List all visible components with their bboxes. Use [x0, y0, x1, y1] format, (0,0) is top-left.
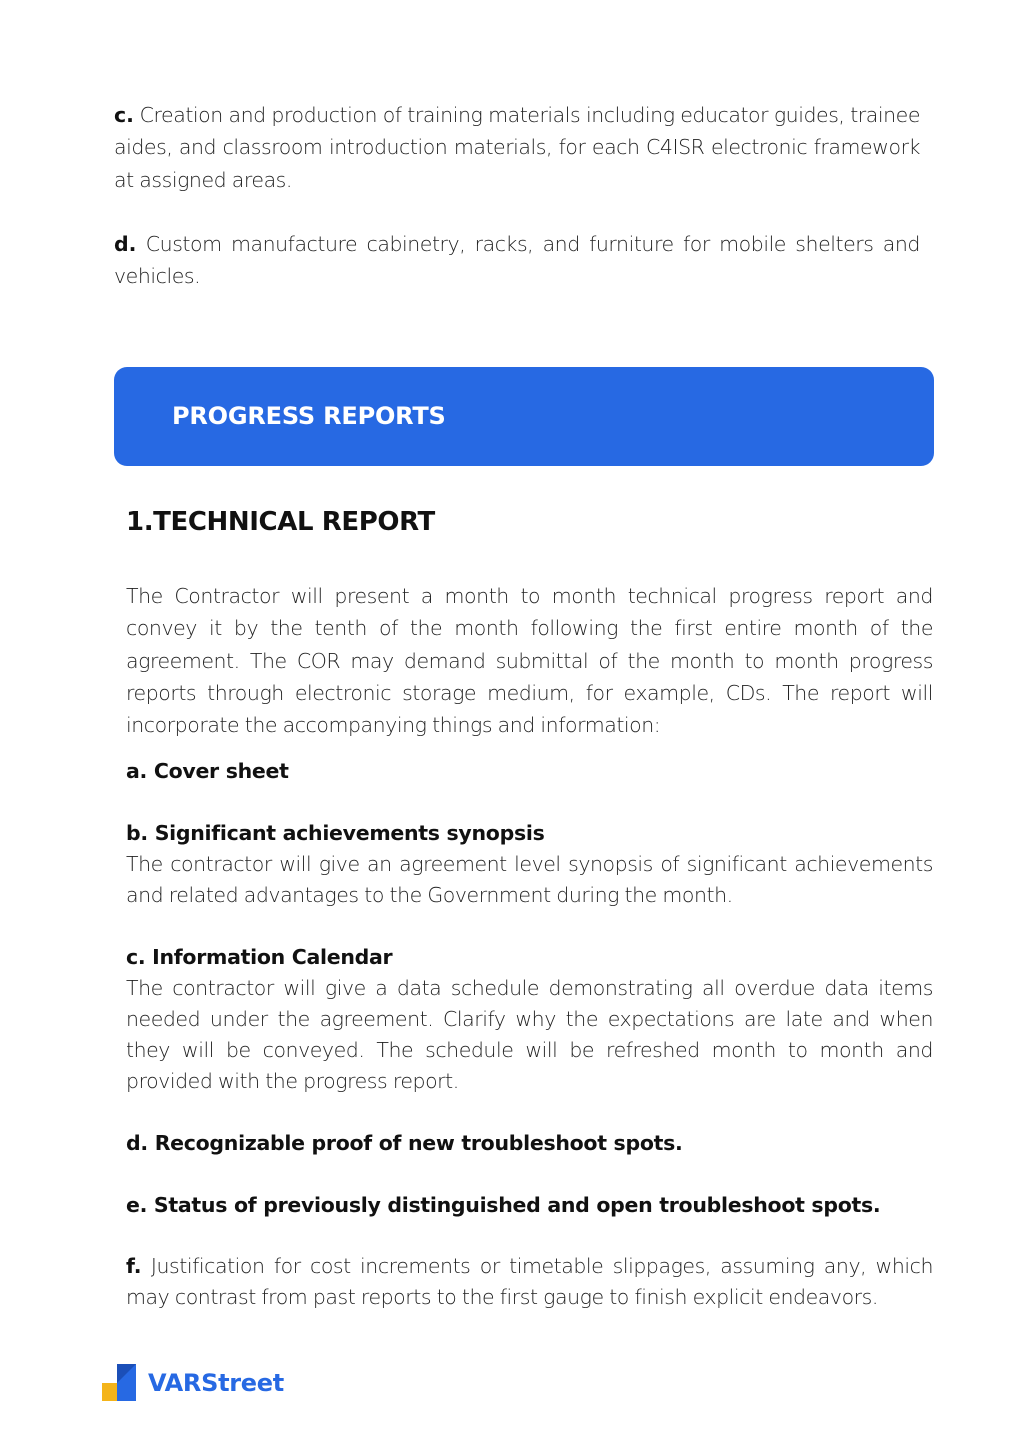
- item-a-title: a. Cover sheet: [126, 759, 289, 783]
- varstreet-logo: [102, 1364, 284, 1401]
- item-b-title: b. Significant achievements synopsis: [126, 821, 545, 845]
- item-f: [126, 1251, 933, 1313]
- intro-item-c: [114, 99, 920, 196]
- intro-item-d: [114, 228, 920, 293]
- progress-reports-banner: [114, 367, 934, 466]
- item-f-text: Justification for cost increments or timetable slippages, assuming any, which may contrast from past reports to the first gauge to finish explicit endeavors.: [126, 1254, 933, 1309]
- item-c-body: The contractor will give a data schedule demonstrating all overdue data items needed under the agreement. Clarify why the expectations are late and when they will be conveyed. The schedule will be refreshed month to month and provided with the progress report.: [126, 976, 933, 1093]
- logo-text: VARStreet: [148, 1368, 284, 1397]
- item-c-text: Creation and production of training materials including educator guides, trainee aides, and classroom introduction materials, for each C4ISR electronic framework at assigned areas.: [114, 103, 920, 192]
- item-d-lead: d.: [114, 232, 137, 256]
- item-b-body: The contractor will give an agreement level synopsis of significant achievements and related advantages to the Government during the month.: [126, 852, 933, 907]
- item-d-text: Custom manufacture cabinetry, racks, and furniture for mobile shelters and vehicles.: [114, 232, 920, 289]
- item-e-title: e. Status of previously distinguished and open troubleshoot spots.: [126, 1193, 881, 1217]
- technical-report-intro: The Contractor will present a month to month technical progress report and convey it by the tenth of the month following the first entire month of the agreement. The COR may demand submittal of the month to month progress reports through electronic storage medium, for example, CDs. The report will incorporate the accompanying things and information:: [126, 584, 933, 738]
- varstreet-logo-icon: [102, 1364, 136, 1401]
- technical-report-heading: 1.TECHNICAL REPORT: [126, 507, 435, 537]
- item-d-title: d. Recognizable proof of new troubleshoot spots.: [126, 1131, 683, 1155]
- banner-title: PROGRESS REPORTS: [172, 402, 446, 430]
- item-c-title: c. Information Calendar: [126, 945, 393, 969]
- item-c-lead: c.: [114, 103, 134, 127]
- item-f-lead: f.: [126, 1254, 142, 1278]
